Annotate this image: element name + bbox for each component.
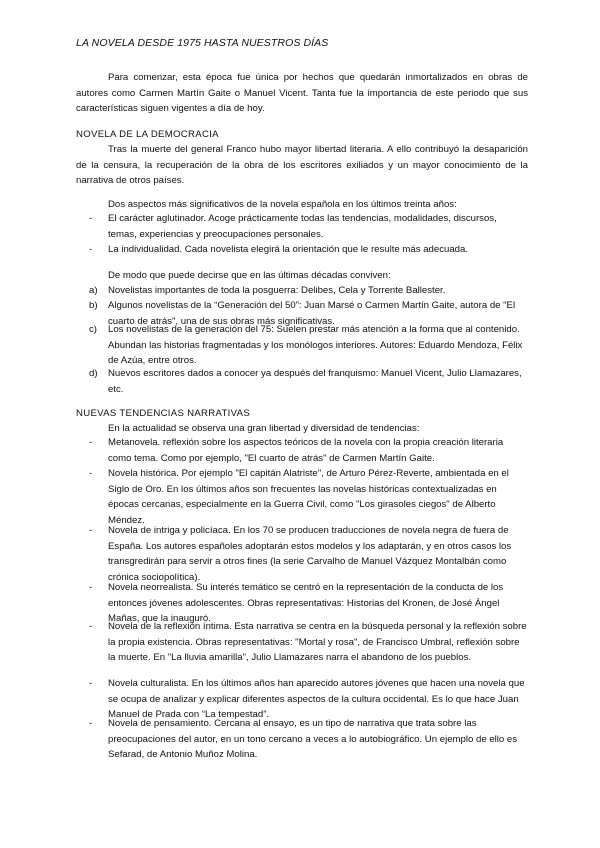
groups-intro: De modo que puede decirse que en las últimas décadas conviven: (108, 270, 391, 281)
list-item (76, 523, 528, 585)
list-marker: - (89, 678, 93, 689)
section-heading-tendencias: NUEVAS TENDENCIAS NARRATIVAS (76, 408, 251, 419)
tendencias-intro: En la actualidad se observa una gran libertad y diversidad de tendencias: (108, 423, 420, 434)
list-item (76, 619, 528, 666)
list-marker: - (89, 582, 93, 593)
list-marker: - (89, 244, 93, 255)
list-marker: - (89, 525, 93, 536)
list-item (76, 435, 528, 466)
list-marker: a) (89, 285, 98, 296)
list-marker: b) (89, 300, 98, 311)
list-item (76, 242, 528, 258)
section-heading-democracia: NOVELA DE LA DEMOCRACIA (76, 129, 219, 140)
list-marker: - (89, 621, 93, 632)
list-marker: - (89, 213, 93, 224)
list-item (76, 322, 528, 369)
aspects-intro: Dos aspectos más significativos de la novela española en los últimos treinta años: (108, 199, 457, 210)
list-item (76, 211, 528, 242)
list-item-text: Novelistas importantes de toda la posguerra: Delibes, Cela y Torrente Ballester. (108, 285, 446, 296)
list-item-text: Novela de pensamiento. Cercana al ensayo, es un tipo de narrativa que trata sobre las preocupaciones del autor, en un tono cercano a veces a lo autobiográfico. Un ejemplo de ello es Sefarad, de Antonio Muñoz Molina. (108, 718, 518, 761)
democracia-paragraph: Tras la muerte del general Franco hubo mayor libertad literaria. A ello contribuyó la desaparición de la censura, la recuperación de la obra de los escritores exiliados y un mayor conocimiento de la narrativa de otros países. (76, 144, 528, 187)
list-item-text: Novela culturalista. En los últimos años han aparecido autores jóvenes que hacen una novela que se ocupa de analizar y explicar diferentes aspectos de la cultura occidental. Es lo que hace Juan Manuel de Prada con “La tempestad”. (108, 678, 525, 721)
list-item-text: Novela de la reflexión íntima. Esta narrativa se centra en la búsqueda personal y la reflexión sobre la propia existencia. Obras representativas: "Mortal y rosa", de Francisco Umbral, reflexión sobre la muerte. En "La lluvia amarilla", Julio Llamazares narra el abandono de los pueblos. (108, 621, 527, 664)
list-item-text: Algunos novelistas de la “Generación del 50”: Juan Marsé o Carmen Martín Gaite, autora de "El cuarto de atrás", una de sus obras más significativas. (108, 300, 516, 327)
list-item (76, 466, 528, 528)
list-marker: - (89, 718, 93, 729)
list-marker: - (89, 468, 93, 479)
list-item-text: Novela neorrealista. Su interés temático se centró en la representación de la conducta de los entonces jóvenes adolescentes. Obras representativas: Historias del Kronen, de José Ángel Mañas, que la inauguró. (108, 582, 504, 625)
list-item-text: Los novelistas de la generación del 75: Suelen prestar más atención a la forma que al contenido. Abundan las historias fragmentadas y los monólogos interiores. Autores: Eduardo Mendoza, Félix de Azúa, entre otros. (108, 324, 523, 367)
list-item-text: La individualidad. Cada novelista elegirá la orientación que le resulte más adecuada. (108, 244, 468, 255)
list-marker: c) (89, 324, 97, 335)
intro-paragraph: Para comenzar, esta época fue única por hechos que quedarán inmortalizados en obras de autores como Carmen Martín Gaite o Manuel Vicent. Tanta fue la importancia de este periodo que sus características siguen vigentes a día de hoy. (76, 72, 528, 115)
list-marker: - (89, 437, 93, 448)
list-item-text: Metanovela. reflexión sobre los aspectos teóricos de la novela con la propia creación literaria como tema. Como por ejemplo, "El cuarto de atrás" de Carmen Martín Gaite. (108, 437, 504, 464)
list-item-text: Novela de intriga y policíaca. En los 70 se producen traducciones de novela negra de fuera de España. Los autores españoles adoptarán estos modelos y los adaptarán, y en otros casos los transgredirán para servir a otros fines (la serie Carvalho de Manuel Vázquez Montalbán como crónica sociopolítica). (108, 525, 512, 583)
list-item (76, 366, 528, 397)
list-marker: d) (89, 368, 98, 379)
list-item (76, 283, 528, 299)
list-item (76, 716, 528, 763)
document-title: LA NOVELA DESDE 1975 HASTA NUESTROS DÍAS (76, 37, 329, 49)
list-item-text: Novela histórica. Por ejemplo "El capitán Alatriste", de Arturo Pérez-Reverte, ambientada en el Siglo de Oro. En los últimos años son frecuentes las novelas históricas contextualizadas en épocas cercanas, especialmente en la Guerra Civil, como "Los girasoles ciegos" de Alberto Méndez. (108, 468, 509, 526)
list-item-text: El carácter aglutinador. Acoge prácticamente todas las tendencias, modalidades, discursos, temas, experiencias y preocupaciones personales. (108, 213, 497, 240)
list-item-text: Nuevos escritores dados a conocer ya después del franquismo: Manuel Vicent, Julio Llamazares, etc. (108, 368, 522, 395)
